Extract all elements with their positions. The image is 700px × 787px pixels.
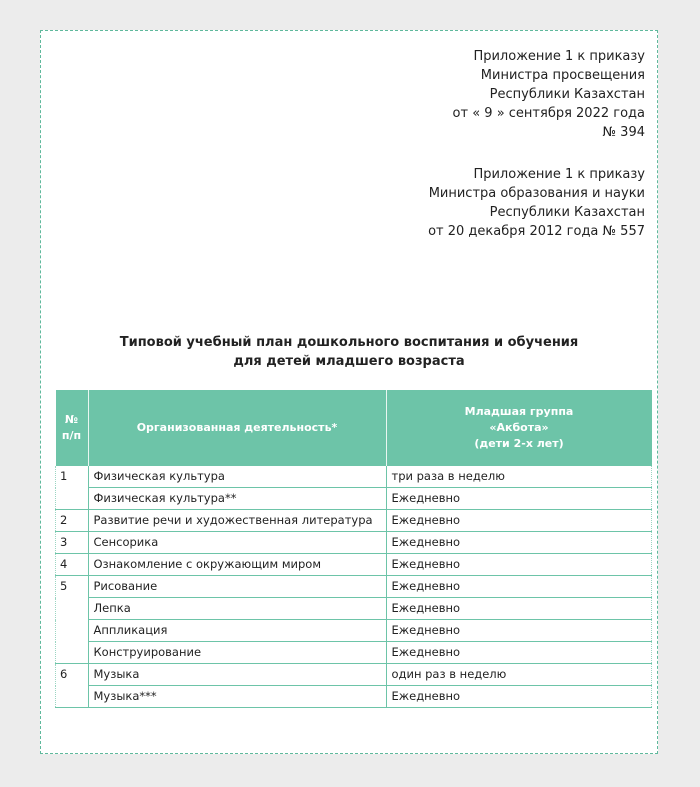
order-reference-2012	[428, 165, 645, 241]
order-line: Республики Казахстан	[489, 205, 645, 220]
order-line: Приложение 1 к приказу	[473, 49, 645, 64]
column-header-group	[386, 390, 652, 466]
table-row	[56, 510, 652, 532]
frequency-cell: три раза в неделю	[386, 466, 652, 488]
row-number: 4	[56, 554, 89, 576]
activity-cell: Музыка	[88, 664, 386, 686]
header-text: (дети 2-х лет)	[474, 437, 564, 450]
row-number: 3	[56, 532, 89, 554]
document-page	[40, 30, 658, 754]
header-text: Организованная деятельность*	[136, 421, 338, 434]
activity-cell: Ознакомление с окружающим миром	[88, 554, 386, 576]
activity-cell: Аппликация	[88, 620, 386, 642]
row-number: 1	[56, 466, 89, 510]
header-text: «Акбота»	[489, 421, 549, 434]
table-row	[56, 576, 652, 598]
order-line: Министра образования и науки	[428, 186, 645, 201]
table-row	[56, 686, 652, 708]
table-row	[56, 642, 652, 664]
activity-cell: Музыка***	[88, 686, 386, 708]
header-text: п/п	[61, 429, 82, 442]
order-line: от 20 декабря 2012 года № 557	[428, 224, 645, 239]
table-header-row	[56, 390, 652, 466]
frequency-cell: Ежедневно	[386, 510, 652, 532]
frequency-cell: Ежедневно	[386, 598, 652, 620]
activity-cell: Физическая культура**	[88, 488, 386, 510]
column-header-activity	[88, 390, 386, 466]
table-row	[56, 466, 652, 488]
frequency-cell: Ежедневно	[386, 488, 652, 510]
frequency-cell: Ежедневно	[386, 686, 652, 708]
table-row	[56, 664, 652, 686]
frequency-cell: Ежедневно	[386, 554, 652, 576]
table-row	[56, 598, 652, 620]
activity-cell: Развитие речи и художественная литература	[88, 510, 386, 532]
column-header-number	[56, 390, 89, 466]
header-text: Младшая группа	[464, 405, 574, 418]
header-text: №	[64, 413, 79, 426]
document-title	[41, 333, 657, 371]
frequency-cell: Ежедневно	[386, 532, 652, 554]
table-body	[56, 466, 652, 708]
order-line: Республики Казахстан	[489, 87, 645, 102]
title-line: для детей младшего возраста	[233, 354, 465, 369]
activity-cell: Рисование	[88, 576, 386, 598]
row-number: 6	[56, 664, 89, 708]
order-line: Приложение 1 к приказу	[473, 167, 645, 182]
curriculum-table	[55, 390, 652, 708]
table-row	[56, 554, 652, 576]
activity-cell: Физическая культура	[88, 466, 386, 488]
order-line: от « 9 » сентября 2022 года	[452, 106, 645, 121]
table-row	[56, 620, 652, 642]
activity-cell: Сенсорика	[88, 532, 386, 554]
row-number: 2	[56, 510, 89, 532]
order-reference-2022	[453, 47, 645, 142]
frequency-cell: Ежедневно	[386, 642, 652, 664]
frequency-cell: Ежедневно	[386, 576, 652, 598]
order-line: Министра просвещения	[480, 68, 645, 83]
activity-cell: Конструирование	[88, 642, 386, 664]
table-row	[56, 532, 652, 554]
frequency-cell: Ежедневно	[386, 620, 652, 642]
table-row	[56, 488, 652, 510]
order-line: № 394	[602, 125, 645, 140]
activity-cell: Лепка	[88, 598, 386, 620]
frequency-cell: один раз в неделю	[386, 664, 652, 686]
row-number: 5	[56, 576, 89, 664]
title-line: Типовой учебный план дошкольного воспитания и обучения	[119, 335, 579, 350]
